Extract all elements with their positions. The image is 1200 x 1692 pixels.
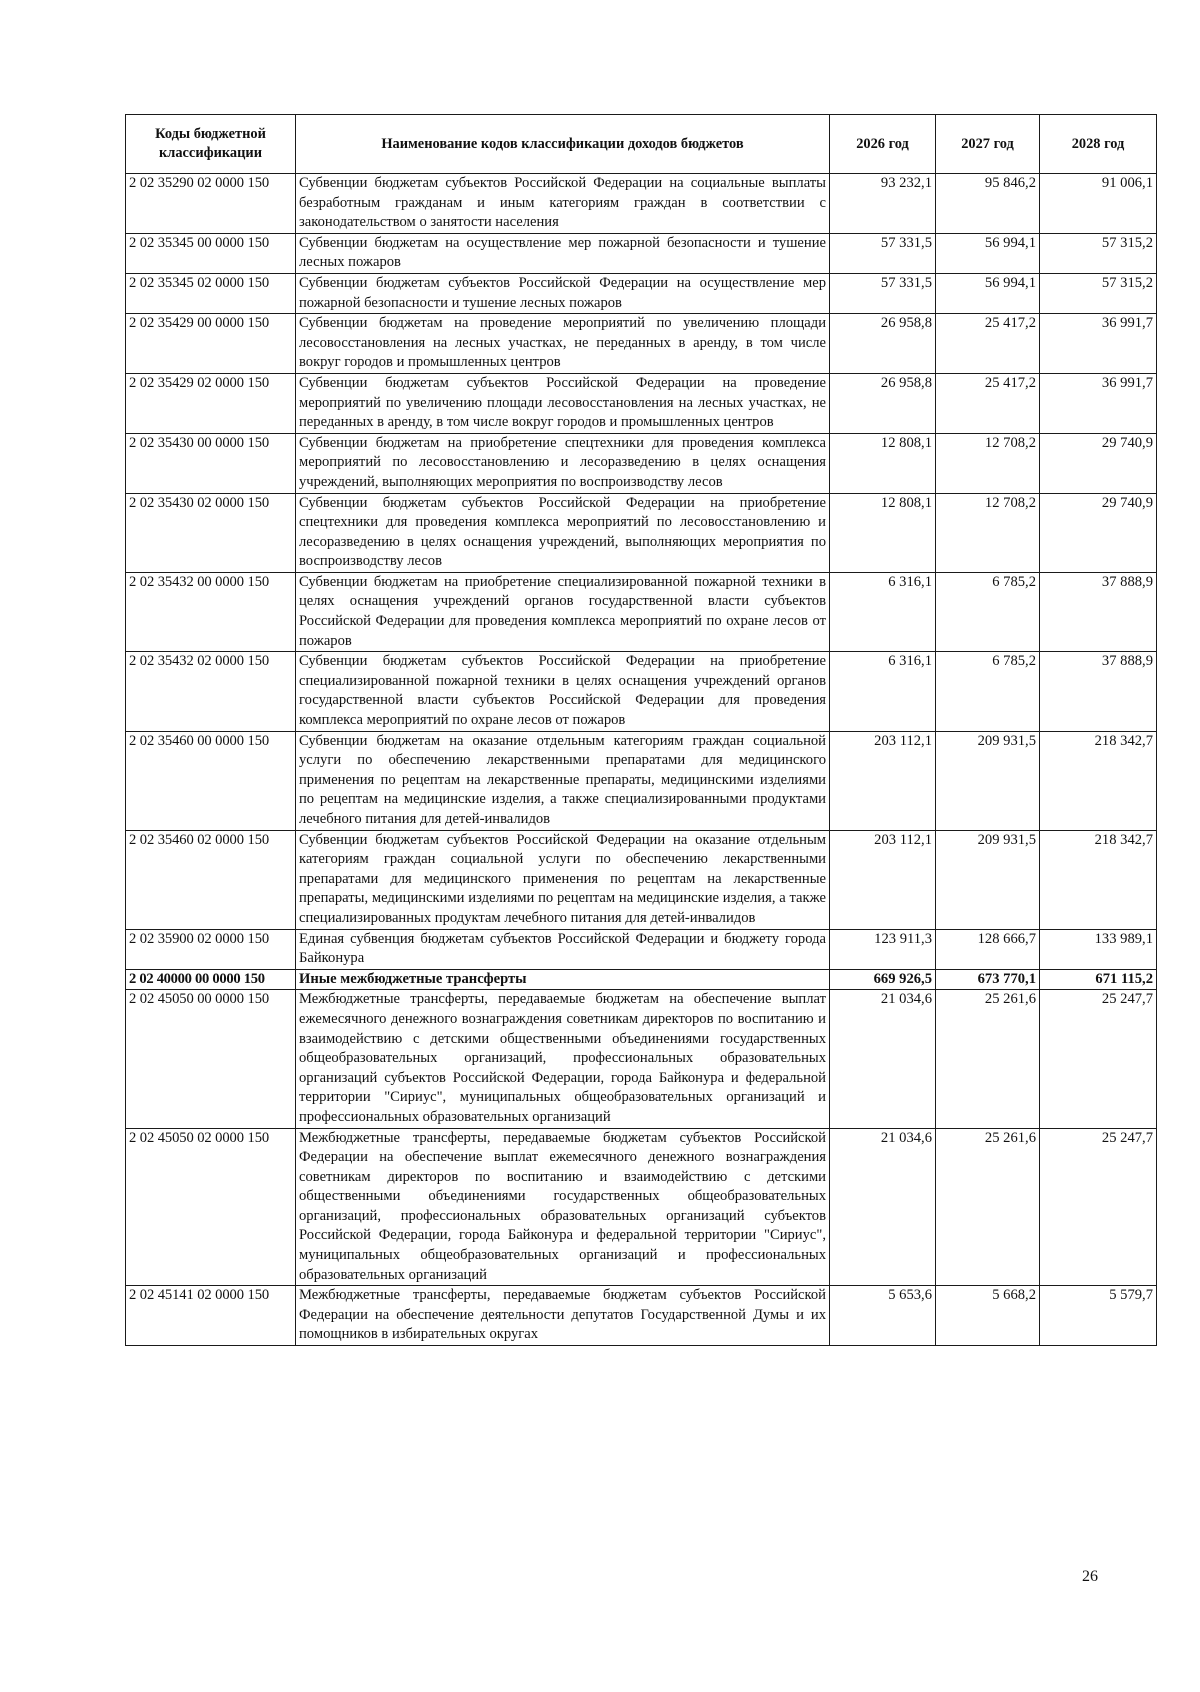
code-name-cell: Субвенции бюджетам на осуществление мер пожарной безопасности и тушение лесных пожаров [296, 233, 830, 273]
code-name-cell: Субвенции бюджетам субъектов Российской Федерации на осуществление мер пожарной безопасности и тушение лесных пожаров [296, 273, 830, 313]
budget-code-cell: 2 02 35432 00 0000 150 [126, 572, 296, 651]
code-name-cell: Субвенции бюджетам субъектов Российской Федерации на социальные выплаты безработным гражданам и иным категориям граждан в соответствии с законодательством о занятости населения [296, 174, 830, 234]
budget-code-cell: 2 02 35430 02 0000 150 [126, 493, 296, 572]
amount-2028-cell: 29 740,9 [1040, 493, 1157, 572]
amount-2028-cell: 218 342,7 [1040, 830, 1157, 929]
amount-2026-cell: 6 316,1 [830, 652, 936, 731]
table-row [126, 174, 1157, 234]
amount-2028-cell: 218 342,7 [1040, 731, 1157, 830]
amount-2027-cell: 25 261,6 [936, 1128, 1040, 1286]
page-number: 26 [1082, 1568, 1098, 1585]
amount-2028-cell: 37 888,9 [1040, 652, 1157, 731]
amount-2026-cell: 93 232,1 [830, 174, 936, 234]
header-year-2026: 2026 год [830, 115, 936, 174]
header-budget-codes: Коды бюджетной классификации [126, 115, 296, 174]
code-name-cell: Субвенции бюджетам на проведение мероприятий по увеличению площади лесовосстановления на лесных участках, не переданных в аренду, в том числе вокруг городов и промышленных центров [296, 314, 830, 374]
table-body [126, 174, 1157, 1346]
amount-2027-cell: 56 994,1 [936, 273, 1040, 313]
budget-code-cell: 2 02 45050 00 0000 150 [126, 990, 296, 1128]
table-row [126, 1286, 1157, 1346]
table-row [126, 433, 1157, 493]
amount-2027-cell: 6 785,2 [936, 652, 1040, 731]
code-name-cell: Субвенции бюджетам субъектов Российской Федерации на оказание отдельным категориям граждан социальной услуги по обеспечению лекарственными препаратами для медицинского применения по рецептам на лекарственные препараты, медицинскими изделиями по рецептам на медицинские изделия, а также специализированных продуктам лечебного питания для детей-инвалидов [296, 830, 830, 929]
table-header-row [126, 115, 1157, 174]
amount-2028-cell: 37 888,9 [1040, 572, 1157, 651]
table-row [126, 929, 1157, 969]
amount-2027-cell: 5 668,2 [936, 1286, 1040, 1346]
amount-2026-cell: 6 316,1 [830, 572, 936, 651]
budget-code-cell: 2 02 35429 00 0000 150 [126, 314, 296, 374]
table-row [126, 314, 1157, 374]
amount-2027-cell: 12 708,2 [936, 493, 1040, 572]
amount-2028-cell: 25 247,7 [1040, 1128, 1157, 1286]
table-row [126, 731, 1157, 830]
amount-2026-cell: 21 034,6 [830, 990, 936, 1128]
amount-2026-cell: 26 958,8 [830, 314, 936, 374]
amount-2026-cell: 5 653,6 [830, 1286, 936, 1346]
budget-code-cell: 2 02 35290 02 0000 150 [126, 174, 296, 234]
code-name-cell: Субвенции бюджетам на оказание отдельным категориям граждан социальной услуги по обеспечению лекарственными препаратами для медицинского применения по рецептам на лекарственные препараты, медицинскими изделиями по рецептам на медицинские изделия, а также специализированными продуктами лечебного питания для детей-инвалидов [296, 731, 830, 830]
amount-2028-cell: 36 991,7 [1040, 314, 1157, 374]
budget-code-cell: 2 02 40000 00 0000 150 [126, 969, 296, 990]
amount-2026-cell: 669 926,5 [830, 969, 936, 990]
budget-code-cell: 2 02 35900 02 0000 150 [126, 929, 296, 969]
code-name-cell: Единая субвенция бюджетам субъектов Российской Федерации и бюджету города Байконура [296, 929, 830, 969]
amount-2027-cell: 95 846,2 [936, 174, 1040, 234]
amount-2027-cell: 6 785,2 [936, 572, 1040, 651]
amount-2028-cell: 36 991,7 [1040, 373, 1157, 433]
budget-code-cell: 2 02 35460 00 0000 150 [126, 731, 296, 830]
budget-code-cell: 2 02 35345 02 0000 150 [126, 273, 296, 313]
budget-code-cell: 2 02 45141 02 0000 150 [126, 1286, 296, 1346]
amount-2028-cell: 57 315,2 [1040, 233, 1157, 273]
table-row [126, 572, 1157, 651]
amount-2026-cell: 57 331,5 [830, 273, 936, 313]
code-name-cell: Межбюджетные трансферты, передаваемые бюджетам субъектов Российской Федерации на обеспечение выплат ежемесячного денежного вознаграждения советникам директоров по воспитанию и взаимодействию с детскими общественными объединениями государственных общеобразовательных организаций, профессиональных образовательных организаций субъектов Российской Федерации, города Байконура и федеральной территории "Сириус", муниципальных общеобразовательных организаций и профессиональных образовательных организаций [296, 1128, 830, 1286]
code-name-cell: Субвенции бюджетам на приобретение специализированной пожарной техники в целях оснащения учреждений органов государственной власти субъектов Российской Федерации для проведения комплекса мероприятий по охране лесов от пожаров [296, 572, 830, 651]
header-year-2027: 2027 год [936, 115, 1040, 174]
amount-2026-cell: 21 034,6 [830, 1128, 936, 1286]
table-row [126, 233, 1157, 273]
amount-2028-cell: 91 006,1 [1040, 174, 1157, 234]
amount-2027-cell: 25 417,2 [936, 314, 1040, 374]
amount-2027-cell: 209 931,5 [936, 731, 1040, 830]
table-row [126, 830, 1157, 929]
budget-code-cell: 2 02 35460 02 0000 150 [126, 830, 296, 929]
budget-code-cell: 2 02 35429 02 0000 150 [126, 373, 296, 433]
header-year-2028: 2028 год [1040, 115, 1157, 174]
amount-2027-cell: 128 666,7 [936, 929, 1040, 969]
amount-2027-cell: 56 994,1 [936, 233, 1040, 273]
table-row [126, 493, 1157, 572]
table-row [126, 652, 1157, 731]
code-name-cell: Иные межбюджетные трансферты [296, 969, 830, 990]
amount-2026-cell: 12 808,1 [830, 433, 936, 493]
amount-2027-cell: 25 261,6 [936, 990, 1040, 1128]
amount-2026-cell: 203 112,1 [830, 830, 936, 929]
amount-2026-cell: 12 808,1 [830, 493, 936, 572]
amount-2028-cell: 671 115,2 [1040, 969, 1157, 990]
table-row [126, 990, 1157, 1128]
amount-2027-cell: 12 708,2 [936, 433, 1040, 493]
code-name-cell: Межбюджетные трансферты, передаваемые бюджетам на обеспечение выплат ежемесячного денежного вознаграждения советникам директоров по воспитанию и взаимодействию с детскими общественными объединениями государственных общеобразовательных организаций, профессиональных образовательных организаций субъектов Российской Федерации, города Байконура и федеральной территории "Сириус", муниципальных общеобразовательных организаций и профессиональных образовательных организаций [296, 990, 830, 1128]
code-name-cell: Субвенции бюджетам субъектов Российской Федерации на приобретение специализированной пожарной техники в целях оснащения учреждений органов государственной власти субъектов Российской Федерации для проведения комплекса мероприятий по охране лесов от пожаров [296, 652, 830, 731]
amount-2026-cell: 203 112,1 [830, 731, 936, 830]
table-row [126, 373, 1157, 433]
amount-2028-cell: 25 247,7 [1040, 990, 1157, 1128]
amount-2027-cell: 25 417,2 [936, 373, 1040, 433]
amount-2028-cell: 133 989,1 [1040, 929, 1157, 969]
budget-code-cell: 2 02 35345 00 0000 150 [126, 233, 296, 273]
amount-2027-cell: 673 770,1 [936, 969, 1040, 990]
budget-code-cell: 2 02 45050 02 0000 150 [126, 1128, 296, 1286]
budget-classification-table [125, 114, 1157, 1346]
amount-2026-cell: 123 911,3 [830, 929, 936, 969]
code-name-cell: Межбюджетные трансферты, передаваемые бюджетам субъектов Российской Федерации на обеспечение деятельности депутатов Государственной Думы и их помощников в избирательных округах [296, 1286, 830, 1346]
amount-2026-cell: 26 958,8 [830, 373, 936, 433]
amount-2028-cell: 29 740,9 [1040, 433, 1157, 493]
code-name-cell: Субвенции бюджетам на приобретение спецтехники для проведения комплекса мероприятий по лесовосстановлению и лесоразведению в целях оснащения учреждений, выполняющих мероприятия по воспроизводству лесов [296, 433, 830, 493]
code-name-cell: Субвенции бюджетам субъектов Российской Федерации на проведение мероприятий по увеличению площади лесовосстановления на лесных участках, не переданных в аренду, в том числе вокруг городов и промышленных центров [296, 373, 830, 433]
header-code-names: Наименование кодов классификации доходов бюджетов [296, 115, 830, 174]
amount-2028-cell: 57 315,2 [1040, 273, 1157, 313]
amount-2026-cell: 57 331,5 [830, 233, 936, 273]
table-row [126, 273, 1157, 313]
table-row [126, 1128, 1157, 1286]
amount-2028-cell: 5 579,7 [1040, 1286, 1157, 1346]
table-row [126, 969, 1157, 990]
code-name-cell: Субвенции бюджетам субъектов Российской Федерации на приобретение спецтехники для проведения комплекса мероприятий по лесовосстановлению и лесоразведению в целях оснащения учреждений, выполняющих мероприятия по воспроизводству лесов [296, 493, 830, 572]
budget-code-cell: 2 02 35430 00 0000 150 [126, 433, 296, 493]
budget-code-cell: 2 02 35432 02 0000 150 [126, 652, 296, 731]
amount-2027-cell: 209 931,5 [936, 830, 1040, 929]
